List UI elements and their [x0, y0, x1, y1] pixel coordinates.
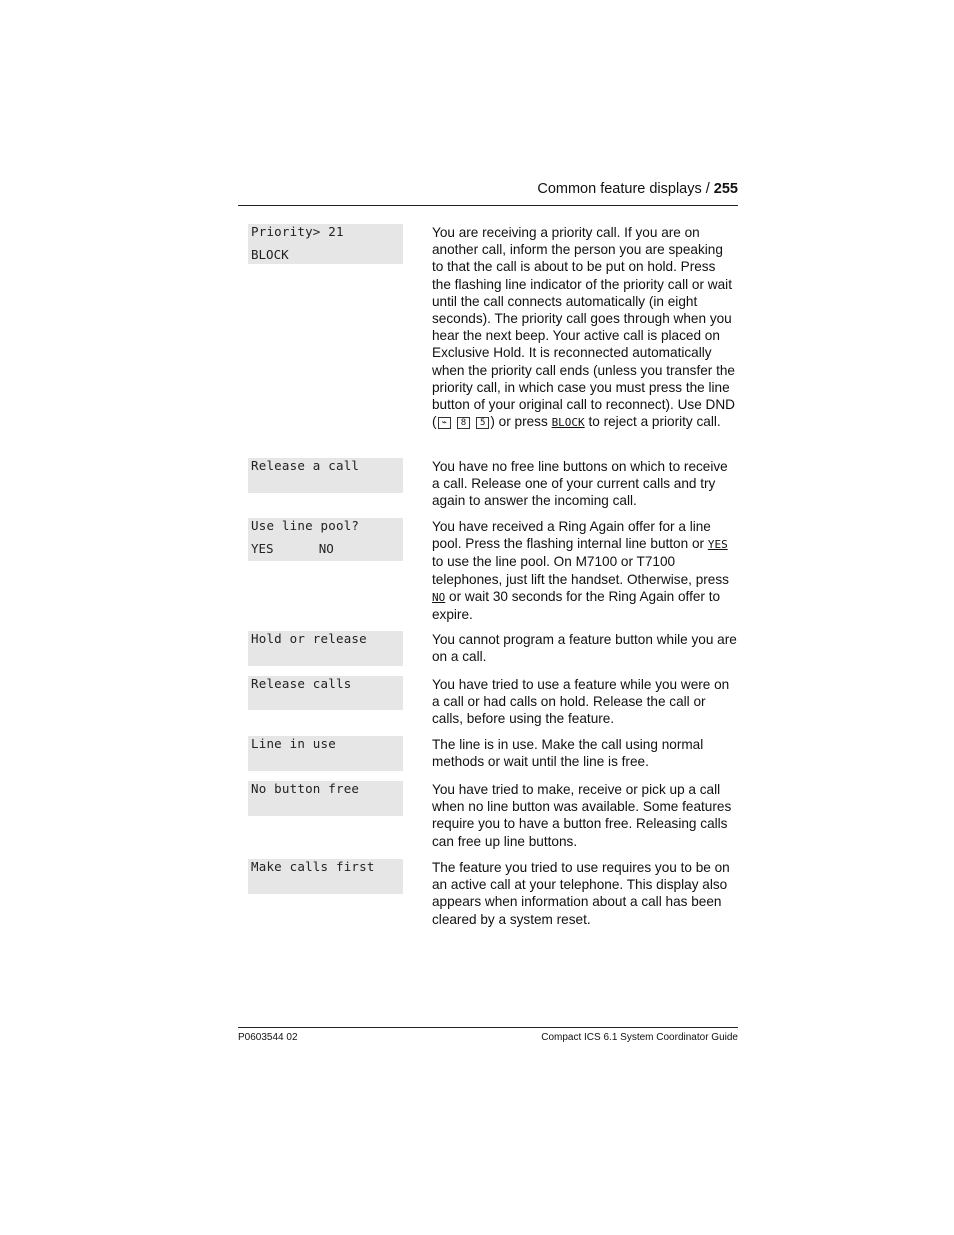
block-softkey: BLOCK: [551, 416, 585, 430]
yes-softkey: YES: [707, 538, 728, 552]
lcd-line-1: Release a call: [251, 458, 360, 473]
lcd-line-1: Hold or release: [251, 631, 367, 646]
entry-description: You have tried to make, receive or pick up a call when no line button was available. Some features require you to have a button free. Releasing calls can free up line buttons.: [432, 782, 732, 849]
lcd-display: [248, 781, 403, 816]
lcd-display: [248, 224, 403, 264]
guide-title: Compact ICS 6.1 System Coordinator Guide: [541, 1032, 738, 1043]
entry-description: You have no free line buttons on which to receive a call. Release one of your current calls and try again to answer the incoming call.: [432, 459, 728, 509]
entry-description: The line is in use. Make the call using normal methods or wait until the line is free.: [432, 737, 704, 770]
lcd-line-1: Line in use: [251, 736, 336, 751]
lcd-line-2: BLOCK: [251, 247, 289, 262]
description-text-mid: to use the line pool. On M7100 or T7100 telephones, just lift the handset. Otherwise, press: [432, 554, 729, 587]
lcd-line-1: Make calls first: [251, 859, 375, 874]
entry-description: The feature you tried to use requires you to be on an active call at your telephone. This display also appears when information about a call has been cleared by a system reset.: [432, 860, 730, 927]
feature-key: ⌁: [438, 417, 451, 429]
lcd-line-1: No button free: [251, 781, 360, 796]
header-separator: /: [705, 181, 710, 197]
header-section-title: Common feature displays: [537, 181, 702, 197]
page-header: [238, 180, 738, 206]
description-text-mid: ) or press: [490, 414, 548, 430]
description-text: You are receiving a priority call. If you are on another call, inform the person you are speaking to that the call is about to be put on hold. Press the flashing line indicator of the priority call or wait until the call connects automatically (in eight seconds). The priority call goes through when you hear the next beep. Your active call is placed on Exclusive Hold. It is reconnected automatically when the priority call ends (unless you transfer the priority call, in which case you must press the line button of your original call to reconnect). Use DND (: [432, 225, 735, 430]
entry-description: [432, 518, 738, 623]
header-text: [537, 180, 738, 198]
entry-description: You have tried to use a feature while you were on a call or had calls on hold. Release the call or calls, before using the feature.: [432, 677, 730, 727]
lcd-display: [248, 859, 403, 894]
document-number: P0603544 02: [238, 1032, 298, 1043]
description-text-end: to reject a priority call.: [588, 414, 721, 430]
lcd-display: [248, 676, 403, 710]
page-number: 255: [713, 181, 738, 197]
description-text-end: or wait 30 seconds for the Ring Again offer to expire.: [432, 588, 721, 623]
lcd-line-1: Priority> 21: [251, 224, 344, 239]
lcd-display: [248, 631, 403, 666]
lcd-display: [248, 736, 403, 771]
lcd-line-2: YES NO: [251, 541, 334, 556]
lcd-display: [248, 518, 403, 561]
lcd-display: [248, 458, 403, 493]
lcd-line-1: Use line pool?: [251, 518, 360, 533]
entry-description: [432, 224, 738, 431]
digit-key-5: 5: [476, 417, 489, 429]
digit-key-8: 8: [457, 417, 470, 429]
page-footer: [238, 1027, 738, 1043]
lcd-line-1: Release calls: [251, 676, 352, 691]
entry-description: You cannot program a feature button while you are on a call.: [432, 632, 737, 665]
no-softkey: NO: [432, 590, 446, 604]
description-text: You have received a Ring Again offer for a line pool. Press the flashing internal line button or: [432, 519, 711, 552]
